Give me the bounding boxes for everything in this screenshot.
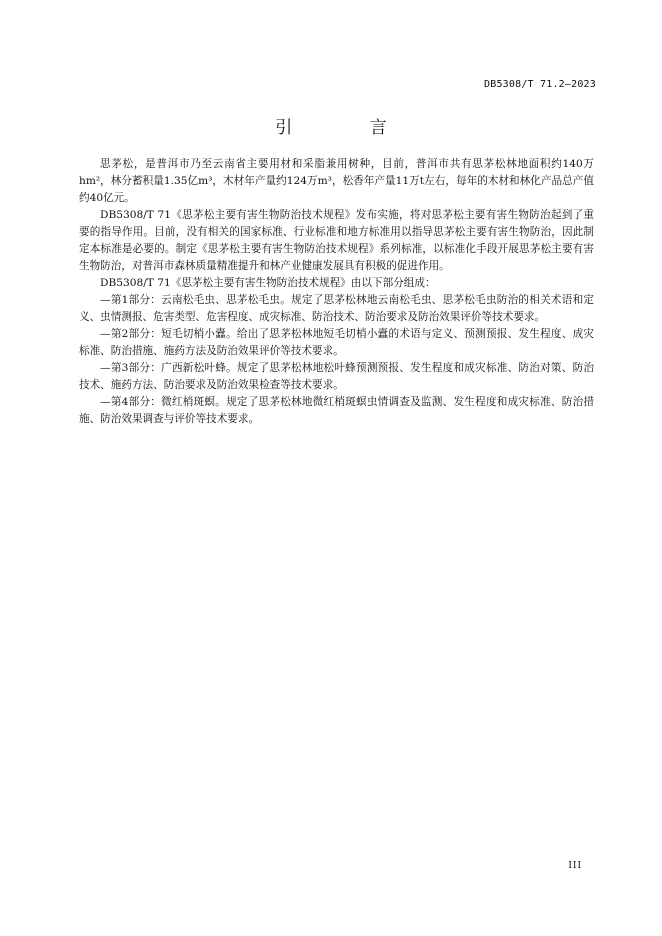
paragraph: DB5308/T 71《思茅松主要有害生物防治技术规程》由以下部分组成： — [100, 277, 436, 289]
paragraph: 思茅松，是普洱市乃至云南省主要用材和采脂兼用树种，目前，普洱市共有思茅松林地面积约140万hm²，林分蓄积量1.35亿m³，木材年产量约124万m³，松香年产量11万t左右，每年的木材和林化产品总产值约40亿元。 — [79, 158, 594, 204]
paragraph: DB5308/T 71《思茅松主要有害生物防治技术规程》发布实施，将对思茅松主要有害生物防治起到了重要的指导作用。目前，没有相关的国家标准、行业标准和地方标准用以指导思茅松主要有害生物防治，因此制定本标准是必要的。制定《思茅松主要有害生物防治技术规程》系列标准，以标准化手段开展思茅松主要有害生物防治，对普洱市森林质量精准提升和林产业健康发展具有积极的促进作用。 — [79, 209, 594, 272]
paragraph: —第2部分：短毛切梢小蠹。给出了思茅松林地短毛切梢小蠹的术语与定义、预测预报、发生程度、成灾标准、防治措施、施药方法及防治效果评价等技术要求。 — [79, 328, 594, 357]
section-title: 引 言 — [275, 118, 423, 138]
body-text — [79, 156, 594, 428]
paragraph: —第4部分：微红梢斑螟。规定了思茅松林地微红梢斑螟虫情调查及监测、发生程度和成灾标准、防治措施、防治效果调查与评价等技术要求。 — [79, 396, 594, 425]
paragraph: —第3部分：广西新松叶蜂。规定了思茅松林地松叶蜂预测预报、发生程度和成灾标准、防治对策、防治技术、施药方法、防治要求及防治效果检查等技术要求。 — [79, 362, 594, 391]
document-number: DB5308/T 71.2—2023 — [484, 79, 596, 90]
page-number: III — [568, 861, 582, 871]
paragraph: —第1部分：云南松毛虫、思茅松毛虫。规定了思茅松林地云南松毛虫、思茅松毛虫防治的相关术语和定义、虫情测报、危害类型、危害程度、成灾标准、防治技术、防治要求及防治效果评价等技术要求。 — [79, 294, 594, 323]
